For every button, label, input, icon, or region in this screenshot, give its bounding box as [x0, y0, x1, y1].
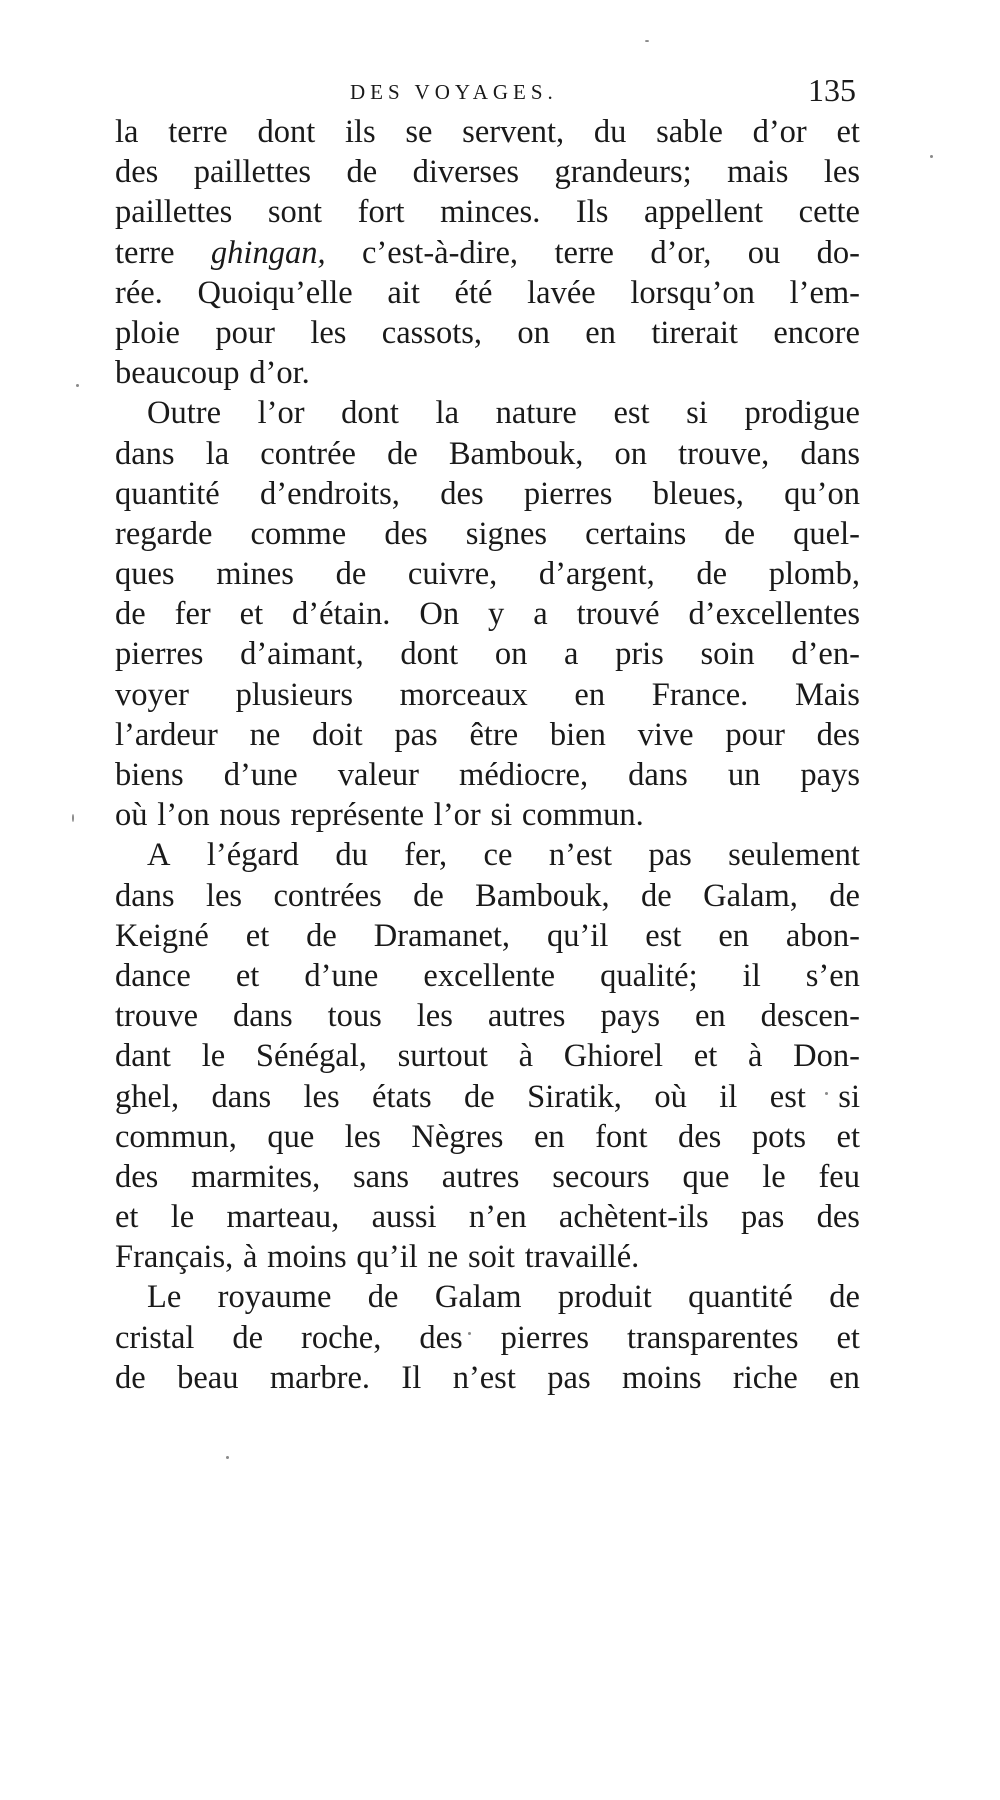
word: de — [367, 1279, 399, 1316]
word: cristal — [115, 1319, 195, 1356]
word: contrées — [273, 877, 382, 914]
word: de — [696, 556, 728, 593]
word: secours — [552, 1158, 650, 1195]
word: ghel, — [115, 1078, 180, 1115]
word: Le — [147, 1279, 182, 1316]
word: marmites, — [191, 1158, 321, 1195]
word: Don- — [793, 1038, 860, 1075]
word: dans — [115, 435, 175, 472]
word: cette — [798, 194, 860, 231]
word: aussi — [371, 1199, 437, 1236]
word: ou — [747, 234, 781, 271]
text-line — [115, 996, 860, 1036]
word: beaucoup — [115, 355, 240, 392]
word: l’or — [257, 395, 305, 432]
word: médiocre, — [459, 757, 589, 793]
word: Galam, — [703, 877, 798, 914]
word: et — [245, 917, 270, 954]
word: d’or. — [249, 355, 310, 392]
word: pas — [394, 716, 438, 753]
word: en — [585, 314, 616, 351]
word: états — [372, 1078, 432, 1115]
word: dant — [115, 1038, 171, 1075]
word: l’on — [157, 797, 210, 834]
word: de — [724, 515, 756, 552]
word: et — [836, 1118, 860, 1155]
text-line — [115, 1358, 860, 1398]
word: mais — [727, 154, 789, 191]
word: excellente — [423, 957, 556, 994]
word: Galam — [434, 1279, 522, 1316]
word: paillettes — [193, 154, 312, 191]
word: fer — [174, 596, 211, 633]
word: l’em- — [789, 274, 860, 311]
word: que — [682, 1158, 730, 1195]
word: on — [614, 435, 648, 472]
word: commun. — [521, 797, 644, 834]
word: été — [454, 274, 493, 311]
text-line — [115, 1318, 860, 1358]
text-line — [115, 795, 860, 835]
word: trouve, — [678, 435, 770, 472]
word: pierres — [115, 636, 204, 673]
word: de — [115, 596, 146, 633]
word: en — [533, 1118, 565, 1155]
word: pris — [615, 636, 664, 673]
word: Bambouk, — [475, 877, 610, 914]
word: Quoiqu’elle — [197, 274, 353, 311]
word: ques — [115, 556, 175, 593]
word: le — [170, 1199, 195, 1236]
text-line — [115, 634, 860, 674]
word: dont — [400, 636, 459, 673]
word: dans — [233, 998, 293, 1035]
word: achètent-ils — [558, 1199, 709, 1236]
word: Dramanet, — [373, 917, 511, 954]
word: France. — [651, 676, 749, 713]
word: d’or — [752, 114, 807, 150]
word: Siratik, — [527, 1078, 622, 1115]
text-line — [115, 273, 860, 313]
word: Il — [401, 1359, 422, 1396]
word: servent, — [462, 114, 565, 150]
word: do- — [816, 234, 860, 271]
word: soin — [700, 636, 755, 673]
scan-speck — [930, 155, 933, 158]
word: représente — [290, 797, 425, 834]
word: tous — [327, 998, 382, 1035]
word: de — [346, 154, 378, 191]
word: Bambouk, — [448, 435, 584, 472]
text-line — [115, 313, 860, 353]
word: Sénégal, — [255, 1038, 367, 1075]
word: d’étain. — [292, 596, 391, 633]
word: voyer — [115, 676, 189, 713]
word: des — [440, 475, 484, 512]
word: plusieurs — [235, 676, 353, 713]
text-line — [115, 835, 860, 875]
text-line — [115, 956, 860, 996]
word: de — [232, 1319, 264, 1356]
word: les — [344, 1118, 381, 1155]
scan-speck — [226, 1456, 229, 1459]
word: Ils — [575, 194, 609, 231]
word: commun, — [115, 1118, 237, 1155]
text-line — [115, 715, 860, 755]
word: descen- — [760, 998, 860, 1035]
word: de — [829, 877, 860, 914]
text-line — [115, 393, 860, 433]
text-line — [115, 152, 860, 192]
word: dans — [211, 1078, 272, 1115]
word: en — [718, 917, 749, 954]
word: des — [816, 1199, 860, 1236]
word: quantité — [688, 1279, 793, 1316]
word: travaillé. — [524, 1239, 640, 1276]
word: les — [823, 154, 860, 191]
word: qu’il — [546, 917, 609, 954]
word: de — [413, 877, 444, 914]
word: ne — [427, 1239, 459, 1276]
word: contrée — [260, 435, 356, 472]
word: dans — [800, 435, 860, 472]
word: dont — [257, 114, 316, 150]
word: pour — [725, 716, 785, 753]
word: sable — [656, 114, 723, 150]
word: produit — [557, 1279, 652, 1316]
word: feu — [818, 1158, 860, 1195]
word: terre — [115, 234, 175, 271]
word: il — [719, 1078, 738, 1115]
word: s’en — [805, 957, 860, 994]
word: quel- — [793, 515, 860, 552]
word: bien — [549, 716, 606, 753]
word: Nègres — [411, 1118, 504, 1155]
word: d’une — [304, 957, 379, 994]
word: à — [518, 1038, 534, 1075]
word: biens — [115, 757, 184, 793]
word: de — [306, 917, 337, 954]
word: en — [695, 998, 726, 1035]
word: dans — [115, 877, 175, 914]
word: moins — [622, 1359, 702, 1396]
word: où — [654, 1078, 687, 1115]
running-head-title: DES VOYAGES. — [350, 80, 558, 104]
word: y — [488, 596, 505, 633]
word: des — [816, 716, 860, 753]
word: abon- — [785, 917, 860, 954]
word: minces. — [440, 194, 541, 231]
text-line — [115, 233, 860, 273]
word: beau — [177, 1359, 239, 1396]
word: le — [201, 1038, 226, 1075]
word: l’or — [433, 797, 481, 834]
word: et — [239, 596, 264, 633]
word: que — [267, 1118, 315, 1155]
word: d’excellentes — [688, 596, 860, 633]
word: un — [727, 757, 761, 793]
word: pierres — [500, 1319, 590, 1356]
word: n’est — [548, 837, 612, 874]
word: sont — [267, 194, 323, 231]
word: font — [595, 1118, 648, 1155]
word: si — [838, 1078, 860, 1115]
word: certains — [585, 515, 687, 552]
word: on — [494, 636, 528, 673]
word: dance — [115, 957, 191, 994]
word: et — [693, 1038, 718, 1075]
word: ils — [344, 114, 376, 150]
word: pots — [751, 1118, 807, 1155]
word: roche, — [301, 1319, 382, 1356]
word: fort — [357, 194, 405, 231]
word: nous — [219, 797, 281, 834]
word: l’égard — [206, 837, 299, 874]
word: On — [419, 596, 460, 633]
word: seulement — [728, 837, 860, 874]
word: riche — [732, 1359, 798, 1396]
word: lorsqu’on — [630, 274, 755, 311]
word: ce — [483, 837, 513, 874]
word: si — [686, 395, 708, 432]
word: pierres — [523, 475, 613, 512]
word: pas — [547, 1359, 591, 1396]
word: d’argent, — [538, 556, 655, 593]
word: des — [115, 154, 159, 191]
word: à — [242, 1239, 258, 1276]
word: Outre — [147, 395, 221, 432]
word: ghingan, — [210, 234, 326, 271]
word: ne — [249, 716, 281, 753]
text-line — [115, 876, 860, 916]
word: grandeurs; — [554, 154, 692, 191]
word: regarde — [115, 515, 213, 552]
word: de — [641, 877, 672, 914]
word: des — [419, 1319, 463, 1356]
word: qu’on — [784, 475, 860, 512]
word: du — [593, 114, 627, 150]
word: appellent — [643, 194, 764, 231]
text-line — [115, 192, 860, 232]
text-line — [115, 916, 860, 956]
text-line — [115, 554, 860, 594]
word: moins — [267, 1239, 347, 1276]
word: d’en- — [791, 636, 860, 673]
word: marteau, — [226, 1199, 340, 1236]
word: en — [829, 1359, 860, 1396]
word: prodigue — [744, 395, 860, 432]
text-line — [115, 1077, 860, 1117]
word: le — [762, 1158, 786, 1195]
word: la — [115, 114, 139, 150]
word: soit — [467, 1239, 515, 1276]
word: surtout — [397, 1038, 488, 1075]
word: valeur — [337, 757, 419, 793]
word: morceaux — [399, 676, 528, 713]
word: pas — [648, 837, 692, 874]
word: la — [205, 435, 230, 472]
word: et — [235, 957, 260, 994]
text-line — [115, 1197, 860, 1237]
word: lavée — [527, 274, 596, 311]
text-line — [115, 434, 860, 474]
word: des — [384, 515, 428, 552]
word: terre — [168, 114, 228, 150]
text-line — [115, 1157, 860, 1197]
word: ploie — [115, 314, 180, 351]
word: est — [769, 1078, 806, 1115]
word: Français, — [115, 1239, 234, 1276]
word: les — [416, 998, 453, 1035]
word: c’est-à-dire, — [361, 234, 519, 271]
word: mines — [216, 556, 294, 593]
word: les — [310, 314, 347, 351]
word: vive — [637, 716, 694, 753]
word: on — [517, 314, 550, 351]
word: cuivre, — [407, 556, 498, 593]
text-line — [115, 474, 860, 514]
word: autres — [441, 1158, 520, 1195]
word: du — [335, 837, 368, 874]
word: d’endroits, — [260, 475, 400, 512]
word: qualité; — [600, 957, 698, 994]
word: de — [335, 556, 367, 593]
word: doit — [312, 716, 363, 753]
word: marbre. — [269, 1359, 371, 1396]
word: les — [303, 1078, 340, 1115]
word: a — [533, 596, 548, 633]
word: cassots, — [381, 314, 482, 351]
word: quantité — [115, 475, 220, 512]
text-line — [115, 514, 860, 554]
word: se — [405, 114, 433, 150]
word: d’aimant, — [240, 636, 364, 673]
word: dont — [341, 395, 399, 432]
text-line — [115, 1237, 860, 1277]
word: trouve — [115, 998, 199, 1035]
word: diverses — [412, 154, 520, 191]
word: l’ardeur — [115, 716, 218, 753]
text-line — [115, 1277, 860, 1317]
scan-speck — [825, 1092, 828, 1095]
word: fer, — [404, 837, 448, 874]
word: Mais — [794, 676, 860, 713]
word: pays — [800, 757, 860, 793]
word: Keigné — [115, 917, 209, 954]
word: paillettes — [115, 194, 233, 231]
word: ait — [387, 274, 420, 311]
word: comme — [250, 515, 347, 552]
word: n’est — [452, 1359, 516, 1396]
word: tirerait — [651, 314, 738, 351]
word: pas — [740, 1199, 785, 1236]
word: des — [678, 1118, 722, 1155]
word: en — [574, 676, 606, 713]
word: Ghiorel — [563, 1038, 664, 1075]
word: où — [115, 797, 148, 834]
word: de — [387, 435, 418, 472]
word: d’une — [223, 757, 298, 793]
word: de — [464, 1078, 495, 1115]
word: nature — [495, 395, 577, 432]
scan-speck — [76, 384, 79, 387]
text-line — [115, 353, 860, 393]
word: si — [490, 797, 513, 834]
word: A — [147, 837, 171, 874]
running-head — [115, 72, 860, 112]
word: est — [613, 395, 650, 432]
word: les — [205, 877, 243, 914]
word: et — [836, 1319, 860, 1356]
text-line — [115, 594, 860, 634]
scan-speck — [645, 40, 649, 42]
word: de — [115, 1359, 146, 1396]
word: transparentes — [627, 1319, 799, 1356]
word: il — [742, 957, 761, 994]
word: qu’il — [356, 1239, 418, 1276]
word: encore — [773, 314, 860, 351]
text-line — [115, 112, 860, 152]
word: a — [563, 636, 579, 673]
word: plomb, — [768, 556, 860, 593]
word: sans — [353, 1158, 409, 1195]
word: et — [115, 1199, 139, 1236]
scan-speck — [468, 1332, 471, 1335]
word: la — [435, 395, 460, 432]
word: terre — [554, 234, 614, 271]
word: des — [115, 1158, 159, 1195]
word: de — [829, 1279, 860, 1316]
text-line — [115, 1117, 860, 1157]
text-line — [115, 1036, 860, 1076]
word: bleues, — [652, 475, 744, 512]
word: être — [469, 716, 519, 753]
text-line — [115, 675, 860, 715]
text-line — [115, 755, 860, 795]
word: pays — [600, 998, 661, 1035]
body-text — [115, 112, 860, 1398]
word: à — [747, 1038, 763, 1075]
word: dans — [628, 757, 688, 793]
word: d’or, — [650, 234, 712, 271]
word: royaume — [217, 1279, 332, 1316]
word: n’en — [468, 1199, 527, 1236]
word: et — [836, 114, 860, 150]
page-number: 135 — [808, 72, 856, 108]
word: trouvé — [576, 596, 660, 633]
scan-speck — [72, 814, 74, 822]
word: est — [645, 917, 682, 954]
word: pour — [215, 314, 275, 351]
word: autres — [487, 998, 566, 1035]
word: rée. — [115, 274, 163, 311]
word: signes — [465, 515, 548, 552]
